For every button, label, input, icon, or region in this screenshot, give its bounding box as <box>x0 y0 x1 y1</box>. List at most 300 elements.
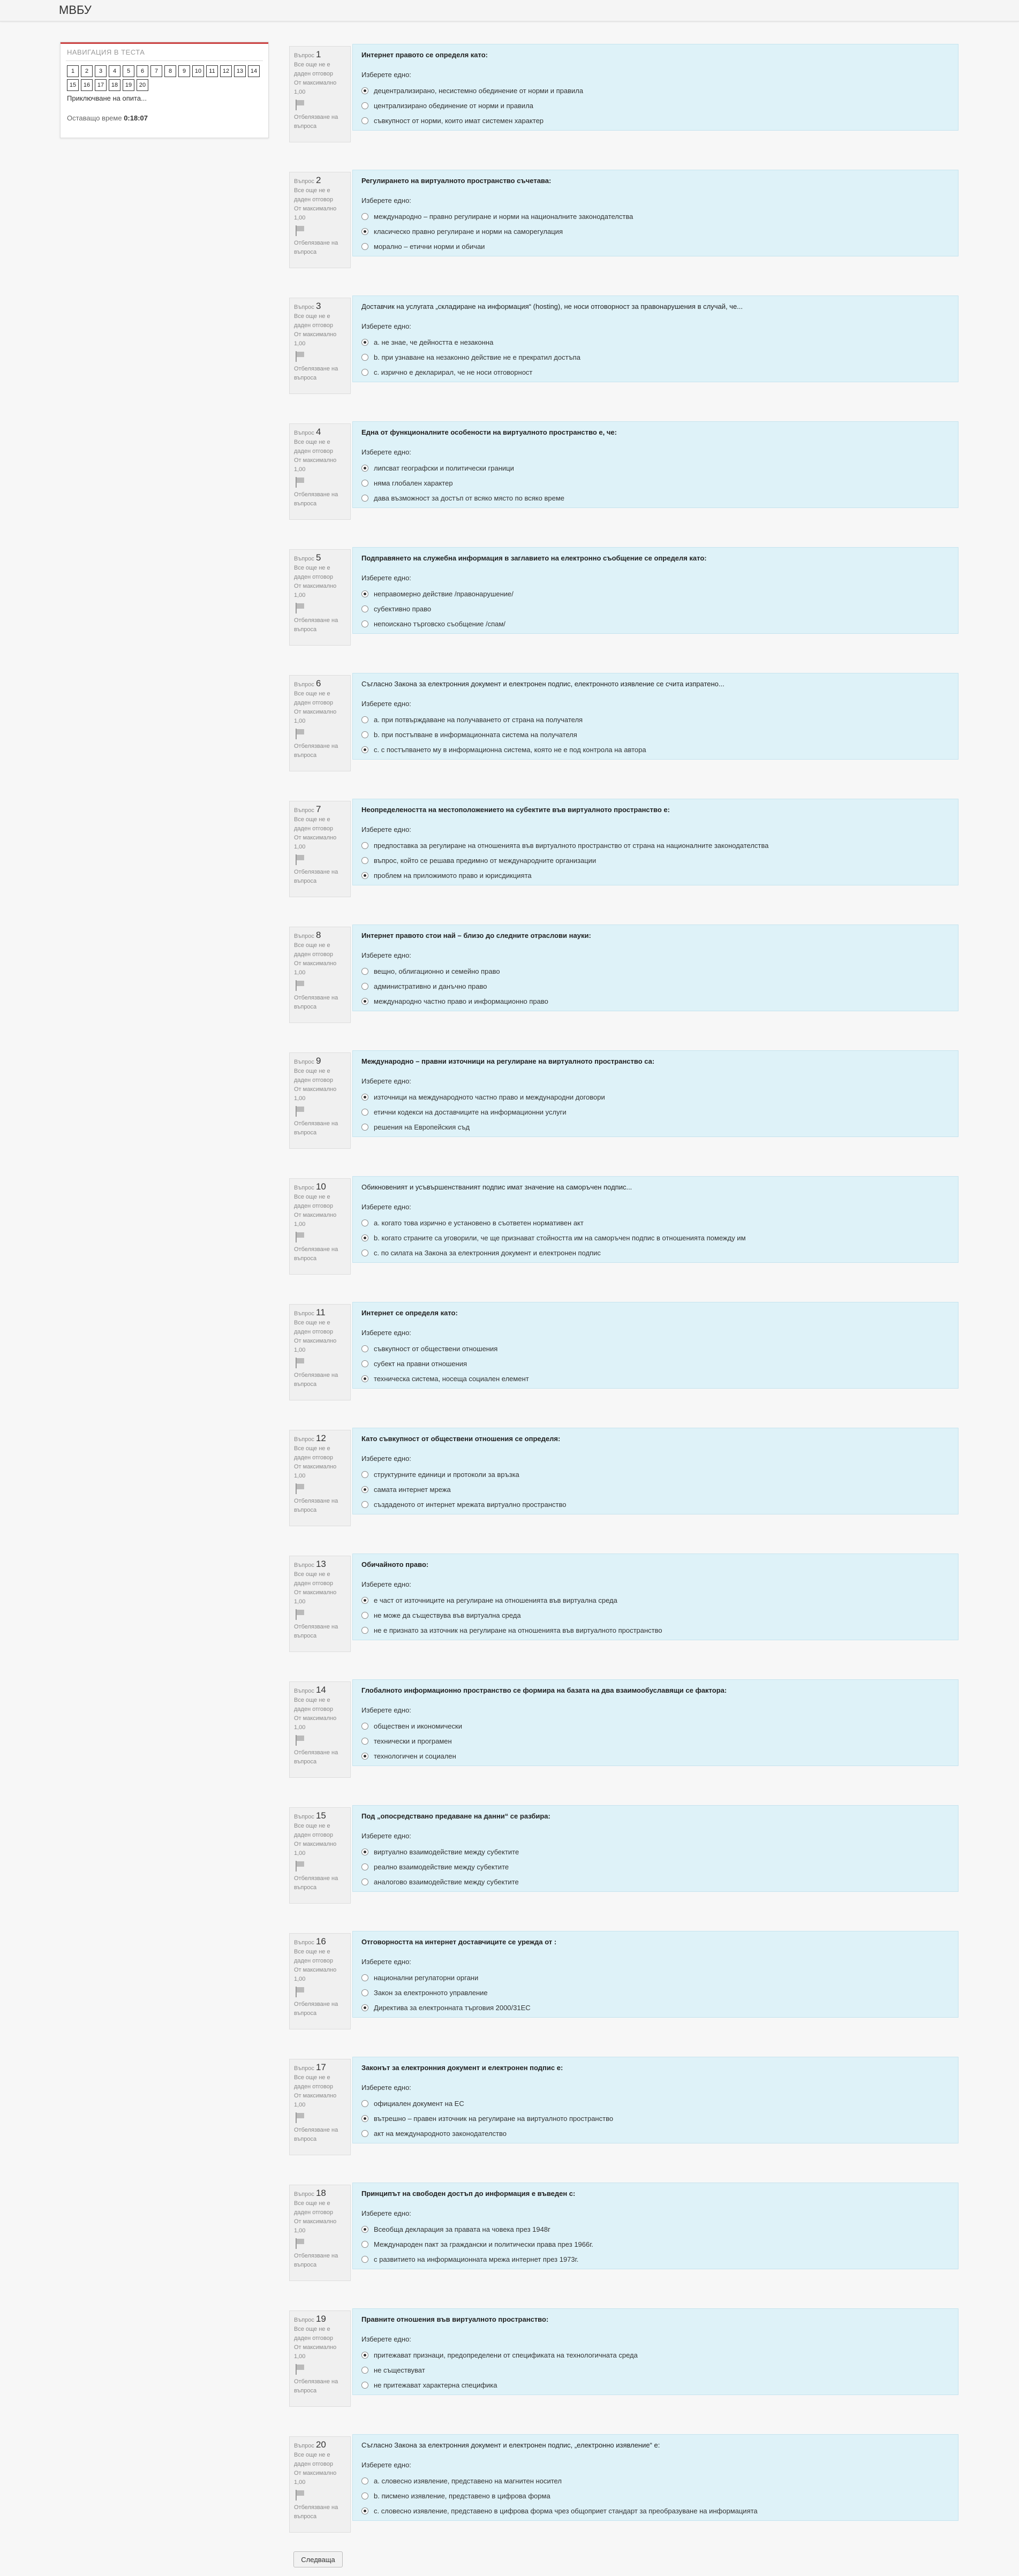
answer-option[interactable] <box>361 1733 949 1748</box>
quiz-nav-button-11[interactable]: 11 <box>206 65 218 77</box>
answer-option[interactable] <box>361 868 949 883</box>
answer-option-label[interactable]: a. при потвърждаване на получаването от страна на получателя <box>374 715 583 724</box>
radio-button[interactable] <box>361 1612 368 1619</box>
question-number <box>294 1685 346 1696</box>
answer-prompt: Изберете едно: <box>361 700 411 708</box>
flag-icon[interactable] <box>294 1734 306 1746</box>
question-number-value: 8 <box>315 930 321 940</box>
answer-option-label[interactable]: непоискано търговско съобщение /спам/ <box>374 619 505 628</box>
answer-option[interactable] <box>361 964 949 979</box>
flag-question-link[interactable]: Отбелязване на въпроса <box>294 869 338 884</box>
answer-option-label[interactable]: структурните единици и протоколи за връзка <box>374 1470 519 1479</box>
answer-option[interactable] <box>361 1608 949 1623</box>
quiz-nav-button-18[interactable]: 18 <box>109 79 120 91</box>
answer-option-label[interactable]: акт на международното законодателство <box>374 2129 507 2138</box>
flag-question-link[interactable]: Отбелязване на въпроса <box>294 1875 338 1891</box>
answer-option[interactable] <box>361 1748 949 1763</box>
answer-option[interactable] <box>361 365 949 380</box>
question-info <box>289 298 351 394</box>
flag-question-link[interactable]: Отбелязване на въпроса <box>294 1372 338 1388</box>
answer-option[interactable] <box>361 2096 949 2111</box>
answer-option[interactable] <box>361 1215 949 1230</box>
answer-option[interactable] <box>361 350 949 365</box>
answer-prompt: Изберете едно: <box>361 574 411 582</box>
question-text: Правните отношения във виртуалното пространство: <box>361 2315 549 2323</box>
answer-option[interactable] <box>361 224 949 239</box>
answer-option[interactable] <box>361 838 949 853</box>
flag-question-link[interactable]: Отбелязване на въпроса <box>294 743 338 759</box>
answer-option-label[interactable]: национални регулаторни органи <box>374 1973 479 1982</box>
question-text: Обикновеният и усъвършенстваният подпис имат значение на саморъчен подпис... <box>361 1183 632 1191</box>
answer-option[interactable] <box>361 2252 949 2267</box>
answer-option[interactable] <box>361 239 949 254</box>
answer-option-label[interactable]: централизирано обединение от норми и правила <box>374 101 534 110</box>
answer-option-label[interactable]: притежават признаци, предопределени от спецификата на технологичната среда <box>374 2351 638 2359</box>
answer-option[interactable] <box>361 2000 949 2015</box>
flag-icon[interactable] <box>294 2363 306 2375</box>
radio-button[interactable] <box>361 1360 368 1367</box>
answer-option[interactable] <box>361 601 949 616</box>
radio-button[interactable] <box>361 2507 368 2514</box>
finish-attempt-link[interactable]: Приключване на опита... <box>67 94 147 102</box>
flag-question-link[interactable]: Отбелязване на въпроса <box>294 2127 338 2142</box>
radio-button[interactable] <box>361 746 368 753</box>
answer-prompt: Изберете едно: <box>361 1958 411 1966</box>
radio-button[interactable] <box>361 1501 368 1508</box>
radio-button[interactable] <box>361 2115 368 2122</box>
flag-icon[interactable] <box>294 980 306 991</box>
radio-button[interactable] <box>361 605 368 612</box>
radio-button[interactable] <box>361 87 368 94</box>
answer-option-label[interactable]: международно – правно регулиране и норми на националните законодателства <box>374 212 633 221</box>
answer-option-label[interactable]: вътрешно – правен източник на регулиране на виртуалното пространство <box>374 2114 614 2123</box>
answer-option-label[interactable]: c. по силата на Закона за електронния документ и електронен подпис <box>374 1248 601 1257</box>
quiz-nav-button-17[interactable]: 17 <box>95 79 107 91</box>
answer-option-label[interactable]: няма глобален характер <box>374 479 453 487</box>
flag-icon[interactable] <box>294 476 306 488</box>
answer-option-label[interactable]: неправомерно действие /правонарушение/ <box>374 589 514 598</box>
answer-option-label[interactable]: технически и програмен <box>374 1737 452 1745</box>
answer-option-label[interactable]: технологичен и социален <box>374 1752 456 1760</box>
flag-question-link[interactable]: Отбелязване на въпроса <box>294 617 338 633</box>
next-page-button[interactable]: Следваща <box>293 2551 343 2567</box>
answer-option[interactable] <box>361 2473 949 2488</box>
answer-option-label[interactable]: c. словесно изявление, представено в цифрова форма чрез общоприет стандарт за преобразуване на информацията <box>374 2506 758 2515</box>
answer-option[interactable] <box>361 2503 949 2518</box>
flag-icon[interactable] <box>294 854 306 866</box>
question-status: Все още не е даден отговор <box>294 2326 333 2342</box>
answer-option[interactable] <box>361 98 949 113</box>
quiz-nav-button-10[interactable]: 10 <box>192 65 204 77</box>
question-marks: От максимално 1,00 <box>294 1464 337 1479</box>
quiz-nav-button-3[interactable]: 3 <box>95 65 107 77</box>
question-number-value: 6 <box>315 678 321 688</box>
answer-option-label[interactable]: виртуално взаимодействие между субектите <box>374 1847 519 1856</box>
quiz-nav-button-5[interactable]: 5 <box>123 65 134 77</box>
answer-prompt: Изберете едно: <box>361 1454 411 1463</box>
quiz-nav-button-15[interactable]: 15 <box>67 79 79 91</box>
answer-option-label[interactable]: Всеобща декларация за правата на човека през 1948г <box>374 2225 550 2233</box>
answer-option[interactable] <box>361 2126 949 2141</box>
answer-option-label[interactable]: b. при узнаване на незаконно действие не е прекратил достъпа <box>374 353 580 361</box>
answer-option-label[interactable]: не притежават характерна специфика <box>374 2381 497 2389</box>
answer-option[interactable] <box>361 1245 949 1260</box>
radio-button[interactable] <box>361 1375 368 1382</box>
answer-option-label[interactable]: липсват географски и политически граници <box>374 464 514 472</box>
answer-option-label[interactable]: вещно, облигационно и семейно право <box>374 967 500 975</box>
flag-question-link[interactable]: Отбелязване на въпроса <box>294 366 338 381</box>
answer-option-label[interactable]: субективно право <box>374 604 432 613</box>
answer-prompt: Изберете едно: <box>361 825 411 834</box>
radio-button[interactable] <box>361 2477 368 2484</box>
answer-option-label[interactable]: въпрос, който се решава предимно от международните организации <box>374 856 597 865</box>
question-marks: От максимално 1,00 <box>294 206 337 221</box>
quiz-nav-button-19[interactable]: 19 <box>123 79 134 91</box>
answer-option-label[interactable]: съвкупност от норми, които имат системен характер <box>374 116 544 125</box>
answer-option-label[interactable]: предпоставка за регулиране на отношенията във виртуалното пространство от страна на националните законодателства <box>374 841 769 850</box>
answer-option-label[interactable]: не съществуват <box>374 2366 425 2374</box>
answer-option[interactable] <box>361 1104 949 1119</box>
answer-option[interactable] <box>361 2222 949 2237</box>
answer-option-label[interactable]: решения на Европейския съд <box>374 1123 470 1131</box>
question-status: Все още не е даден отговор <box>294 691 333 706</box>
answer-prompt: Изберете едно: <box>361 1832 411 1840</box>
radio-button[interactable] <box>361 1863 368 1870</box>
question-7 <box>289 799 958 900</box>
radio-button[interactable] <box>361 1597 368 1604</box>
radio-button[interactable] <box>361 243 368 250</box>
question-label: Въпрос <box>294 681 314 688</box>
radio-button[interactable] <box>361 2130 368 2137</box>
question-text: Принципът на свободен достъп до информация е въведен с: <box>361 2189 576 2198</box>
answer-option-label[interactable]: a. когато това изрично е установено в съответен нормативен акт <box>374 1218 584 1227</box>
radio-button[interactable] <box>361 1753 368 1760</box>
answer-option[interactable] <box>361 742 949 757</box>
radio-button[interactable] <box>361 1249 368 1256</box>
flag-question-link[interactable]: Отбелязване на въпроса <box>294 1246 338 1262</box>
answer-option-label[interactable]: административно и данъчно право <box>374 982 487 990</box>
flag-icon[interactable] <box>294 1231 306 1243</box>
radio-button[interactable] <box>361 716 368 723</box>
answer-option-label[interactable]: обществен и икономически <box>374 1722 462 1730</box>
radio-button[interactable] <box>361 1124 368 1131</box>
flag-question-link[interactable]: Отбелязване на въпроса <box>294 114 338 130</box>
answer-option[interactable] <box>361 1874 949 1889</box>
answer-option[interactable] <box>361 1970 949 1985</box>
flag-question-link[interactable]: Отбелязване на въпроса <box>294 1120 338 1136</box>
flag-question-link[interactable]: Отбелязване на въпроса <box>294 240 338 255</box>
radio-button[interactable] <box>361 2256 368 2263</box>
answer-option-label[interactable]: морално – етични норми и обичаи <box>374 242 485 251</box>
radio-button[interactable] <box>361 1723 368 1730</box>
answer-option-label[interactable]: съвкупност от обществени отношения <box>374 1344 498 1353</box>
answer-option-label[interactable]: Директива за електронната търговия 2000/31ЕС <box>374 2003 531 2012</box>
radio-button[interactable] <box>361 480 368 487</box>
flag-icon[interactable] <box>294 1357 306 1369</box>
question-number <box>294 679 346 690</box>
answer-option-label[interactable]: b. когато страните са уговорили, че ще признават стойността им на саморъчен подпис в отношенията помежду им <box>374 1233 746 1242</box>
answer-option[interactable] <box>361 490 949 505</box>
answer-option[interactable] <box>361 616 949 631</box>
answer-option[interactable] <box>361 209 949 224</box>
quiz-nav-button-1[interactable]: 1 <box>67 65 79 77</box>
radio-button[interactable] <box>361 983 368 990</box>
flag-icon[interactable] <box>294 728 306 740</box>
radio-button[interactable] <box>361 2100 368 2107</box>
quiz-nav-button-9[interactable]: 9 <box>178 65 190 77</box>
question-status: Все още не е даден отговор <box>294 439 333 454</box>
radio-button[interactable] <box>361 731 368 738</box>
radio-button[interactable] <box>361 620 368 627</box>
flag-question-link[interactable]: Отбелязване на въпроса <box>294 1749 338 1765</box>
radio-button[interactable] <box>361 1974 368 1981</box>
answer-option-label[interactable]: с развитието на информационната мрежа интернет през 1973г. <box>374 2255 579 2263</box>
radio-button[interactable] <box>361 339 368 346</box>
flag-icon[interactable] <box>294 2489 306 2501</box>
radio-button[interactable] <box>361 1109 368 1116</box>
flag-icon[interactable] <box>294 1609 306 1620</box>
quiz-nav-button-16[interactable]: 16 <box>81 79 93 91</box>
question-text: Под „опосредствано предаване на данни“ се разбира: <box>361 1812 550 1820</box>
question-4 <box>289 421 958 523</box>
question-marks: От максимално 1,00 <box>294 583 337 598</box>
answer-option[interactable] <box>361 1718 949 1733</box>
flag-icon[interactable] <box>294 225 306 237</box>
question-info <box>289 1178 351 1275</box>
radio-button[interactable] <box>361 1345 368 1352</box>
answer-option[interactable] <box>361 2377 949 2392</box>
question-info <box>289 1556 351 1652</box>
question-5 <box>289 547 958 649</box>
answer-option[interactable] <box>361 2488 949 2503</box>
flag-icon[interactable] <box>294 99 306 111</box>
answer-option-label[interactable]: създаденото от интернет мрежата виртуално пространство <box>374 1500 567 1509</box>
answer-option-label[interactable]: a. не знае, че дейността е незаконна <box>374 338 494 346</box>
question-info <box>289 1681 351 1778</box>
radio-button[interactable] <box>361 968 368 975</box>
flag-icon[interactable] <box>294 1986 306 1998</box>
answer-option[interactable] <box>361 83 949 98</box>
answer-option-label[interactable]: децентрализирано, несистемно обединение от норми и правила <box>374 86 584 95</box>
answer-option-label[interactable]: официален документ на ЕС <box>374 2099 464 2108</box>
question-6 <box>289 673 958 775</box>
question-status: Все още не е даден отговор <box>294 1697 333 1713</box>
answer-option-label[interactable]: b. писмено изявление, представено в цифрова форма <box>374 2491 550 2500</box>
flag-question-link[interactable]: Отбелязване на въпроса <box>294 2378 338 2394</box>
answer-option[interactable] <box>361 979 949 994</box>
answer-option[interactable] <box>361 2347 949 2362</box>
radio-button[interactable] <box>361 1627 368 1634</box>
answer-option[interactable] <box>361 586 949 601</box>
quiz-nav-button-13[interactable]: 13 <box>234 65 246 77</box>
flag-icon[interactable] <box>294 2112 306 2124</box>
radio-button[interactable] <box>361 2367 368 2374</box>
answer-prompt: Изберете едно: <box>361 71 411 79</box>
flag-icon[interactable] <box>294 2238 306 2249</box>
question-number <box>294 1811 346 1822</box>
radio-button[interactable] <box>361 998 368 1005</box>
question-info <box>289 2185 351 2281</box>
answer-option-label[interactable]: субект на правни отношения <box>374 1359 467 1368</box>
quiz-navigation-block <box>60 42 269 138</box>
answer-option[interactable] <box>361 113 949 128</box>
question-number-value: 18 <box>315 2188 326 2198</box>
answer-option-label[interactable]: не може да съществува във виртуална среда <box>374 1611 521 1619</box>
radio-button[interactable] <box>361 857 368 864</box>
flag-question-link[interactable]: Отбелязване на въпроса <box>294 1498 338 1513</box>
question-label: Въпрос <box>294 1939 314 1946</box>
answer-option-label[interactable]: източници на международното частно право и международни договори <box>374 1093 605 1101</box>
flag-icon[interactable] <box>294 351 306 362</box>
question-info <box>289 1807 351 1904</box>
radio-button[interactable] <box>361 1989 368 1996</box>
radio-button[interactable] <box>361 1848 368 1855</box>
answer-option[interactable] <box>361 2237 949 2252</box>
answer-option[interactable] <box>361 1089 949 1104</box>
answer-option-label[interactable]: b. при постъпване в информационната система на получателя <box>374 730 577 739</box>
answer-option[interactable] <box>361 1371 949 1386</box>
answer-option[interactable] <box>361 712 949 727</box>
flag-question-link[interactable]: Отбелязване на въпроса <box>294 1624 338 1639</box>
radio-button[interactable] <box>361 590 368 597</box>
radio-button[interactable] <box>361 1471 368 1478</box>
answer-option[interactable] <box>361 1341 949 1356</box>
radio-button[interactable] <box>361 102 368 109</box>
quiz-nav-button-7[interactable]: 7 <box>150 65 162 77</box>
answer-option-label[interactable]: Закон за електронното управление <box>374 1988 488 1997</box>
answer-option-label[interactable]: международно частно право и информационно право <box>374 997 548 1005</box>
flag-question-link[interactable]: Отбелязване на въпроса <box>294 2001 338 2017</box>
flag-question-link[interactable]: Отбелязване на въпроса <box>294 491 338 507</box>
question-content <box>352 1931 958 2018</box>
answer-option[interactable] <box>361 1593 949 1608</box>
answer-option[interactable] <box>361 1623 949 1638</box>
question-number <box>294 805 346 815</box>
answer-option[interactable] <box>361 1230 949 1245</box>
question-text: Законът за електронния документ и електронен подпис е: <box>361 2064 563 2072</box>
quiz-nav-button-20[interactable]: 20 <box>137 79 148 91</box>
quiz-nav-button-14[interactable]: 14 <box>248 65 260 77</box>
answer-option[interactable] <box>361 475 949 490</box>
radio-button[interactable] <box>361 2382 368 2389</box>
radio-button[interactable] <box>361 1094 368 1101</box>
question-number-value: 7 <box>315 804 321 814</box>
answer-option[interactable] <box>361 853 949 868</box>
radio-button[interactable] <box>361 117 368 124</box>
radio-button[interactable] <box>361 2492 368 2499</box>
quiz-nav-button-6[interactable]: 6 <box>137 65 148 77</box>
answer-option-label[interactable]: реално взаимодействие между субектите <box>374 1862 509 1871</box>
question-status: Все още не е даден отговор <box>294 313 333 329</box>
answer-option-label[interactable]: е част от източниците на регулиране на отношенията във виртуална среда <box>374 1596 617 1604</box>
radio-button[interactable] <box>361 1738 368 1745</box>
radio-button[interactable] <box>361 2352 368 2359</box>
radio-button[interactable] <box>361 465 368 472</box>
answer-option[interactable] <box>361 1467 949 1482</box>
radio-button[interactable] <box>361 2241 368 2248</box>
answer-option[interactable] <box>361 1356 949 1371</box>
radio-button[interactable] <box>361 2226 368 2233</box>
flag-question-link[interactable]: Отбелязване на въпроса <box>294 2253 338 2268</box>
radio-button[interactable] <box>361 2004 368 2011</box>
radio-button[interactable] <box>361 369 368 376</box>
answer-prompt: Изберете едно: <box>361 196 411 204</box>
answer-option[interactable] <box>361 335 949 350</box>
answer-option[interactable] <box>361 1859 949 1874</box>
answer-option-label[interactable]: Международен пакт за граждански и политически права през 1966г. <box>374 2240 594 2248</box>
answer-option[interactable] <box>361 1119 949 1134</box>
flag-question-link[interactable]: Отбелязване на въпроса <box>294 2504 338 2520</box>
quiz-nav-button-2[interactable]: 2 <box>81 65 93 77</box>
quiz-nav-button-4[interactable]: 4 <box>109 65 120 77</box>
answer-option[interactable] <box>361 1985 949 2000</box>
question-label: Въпрос <box>294 1814 314 1820</box>
answer-option[interactable] <box>361 2362 949 2377</box>
radio-button[interactable] <box>361 354 368 361</box>
flag-icon[interactable] <box>294 1860 306 1872</box>
radio-button[interactable] <box>361 872 368 879</box>
answer-option[interactable] <box>361 727 949 742</box>
question-14 <box>289 1679 958 1781</box>
question-label: Въпрос <box>294 2065 314 2072</box>
radio-button[interactable] <box>361 228 368 235</box>
answer-prompt: Изберете едно: <box>361 2335 411 2343</box>
quiz-nav-button-12[interactable]: 12 <box>220 65 232 77</box>
radio-button[interactable] <box>361 495 368 502</box>
question-number-value: 2 <box>315 175 321 185</box>
answer-option-label[interactable]: не е признато за източник на регулиране на отношенията във виртуалното пространство <box>374 1626 662 1634</box>
answer-option-label[interactable]: самата интернет мрежа <box>374 1485 451 1494</box>
answer-option-label[interactable]: класическо правно регулиране и норми на саморегулация <box>374 227 563 236</box>
answer-option[interactable] <box>361 994 949 1009</box>
flag-icon[interactable] <box>294 1105 306 1117</box>
quiz-nav-button-8[interactable]: 8 <box>164 65 176 77</box>
question-number <box>294 1308 346 1319</box>
question-content <box>352 44 958 131</box>
answer-option-label[interactable]: етични кодекси на доставчиците на информационни услуги <box>374 1108 567 1116</box>
answer-option[interactable] <box>361 460 949 475</box>
radio-button[interactable] <box>361 1486 368 1493</box>
answer-option-label[interactable]: a. словесно изявление, представено на магнитен носител <box>374 2476 562 2485</box>
question-label: Въпрос <box>294 1562 314 1569</box>
question-info <box>289 46 351 142</box>
answer-option[interactable] <box>361 1844 949 1859</box>
answer-option-label[interactable]: проблем на приложимото право и юрисдикцията <box>374 871 532 880</box>
answer-option-label[interactable]: c. изрично е декларирал, че не носи отговорност <box>374 368 533 376</box>
answer-option-label[interactable]: дава възможност за достъп от всяко място по всяко време <box>374 494 565 502</box>
answer-option-label[interactable]: c. с постъпването му в информационна система, която не е под контрола на автора <box>374 745 646 754</box>
question-status: Все още не е даден отговор <box>294 816 333 832</box>
answer-option-label[interactable]: аналогово взаимодействие между субектите <box>374 1877 519 1886</box>
radio-button[interactable] <box>361 1878 368 1885</box>
question-number-value: 9 <box>315 1056 321 1066</box>
site-brand[interactable]: МВБУ <box>59 3 92 17</box>
flag-question-link[interactable]: Отбелязване на въпроса <box>294 995 338 1010</box>
radio-button[interactable] <box>361 1234 368 1241</box>
radio-button[interactable] <box>361 1219 368 1226</box>
answer-option[interactable] <box>361 1497 949 1512</box>
answer-prompt: Изберете едно: <box>361 1580 411 1588</box>
answer-option[interactable] <box>361 1482 949 1497</box>
question-content <box>352 421 958 508</box>
flag-icon[interactable] <box>294 1483 306 1495</box>
radio-button[interactable] <box>361 213 368 220</box>
answer-option[interactable] <box>361 2111 949 2126</box>
answer-option-label[interactable]: техническа система, носеща социален елемент <box>374 1374 529 1383</box>
question-number <box>294 1056 346 1067</box>
flag-icon[interactable] <box>294 602 306 614</box>
radio-button[interactable] <box>361 842 368 849</box>
